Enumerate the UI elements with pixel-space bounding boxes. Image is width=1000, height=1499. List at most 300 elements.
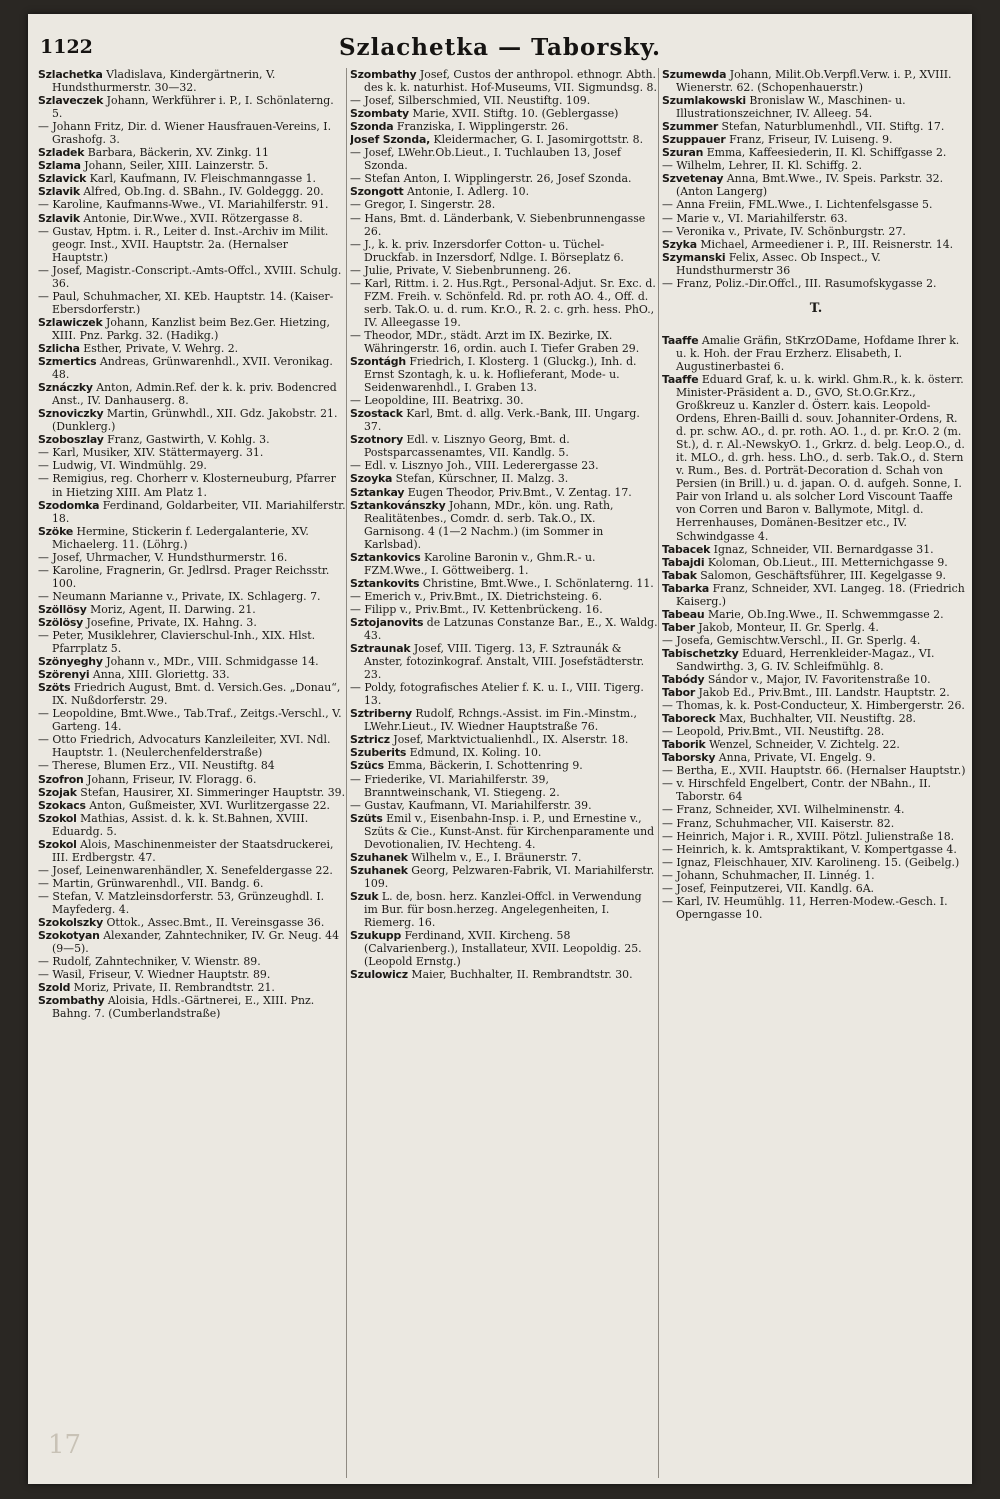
entry-surname: Sztankay bbox=[350, 485, 405, 499]
entry-surname: Szoboszlay bbox=[38, 433, 104, 447]
directory-entry bbox=[38, 185, 346, 198]
entry-surname: Szönyeghy bbox=[38, 655, 103, 669]
directory-entry bbox=[38, 446, 346, 459]
directory-entry bbox=[662, 172, 970, 198]
entry-details: — Paul, Schuhmacher, XI. KEb. Hauptstr. 14. (Kaiser-Ebersdorferstr.) bbox=[38, 289, 334, 316]
directory-entry bbox=[38, 172, 346, 185]
column-left bbox=[38, 68, 346, 1478]
directory-entry bbox=[662, 869, 970, 882]
entry-surname: Szummer bbox=[662, 120, 718, 134]
directory-entry bbox=[38, 564, 346, 590]
entry-details: Karl, Kaufmann, IV. Fleischmanngasse 1. bbox=[89, 172, 317, 186]
directory-entry bbox=[662, 582, 970, 608]
entry-surname: Szuppauer bbox=[662, 133, 726, 147]
directory-entry bbox=[38, 629, 346, 655]
directory-entry bbox=[38, 786, 346, 799]
entry-details: — Karl, Rittm. i. 2. Hus.Rgt., Personal-Adjut. Sr. Exc. d. FZM. Freih. v. Schönfeld. Rd. pr. roth AO. 4., Off. d. serb. Tak.O. u. d. rum. Kr.O., R. 2. c. grh. hess. PhO., IV. Alleegasse 19. bbox=[350, 276, 656, 329]
entry-details: Stefan, Naturblumenhdl., VII. Stiftg. 17. bbox=[721, 120, 945, 134]
directory-entry bbox=[350, 172, 658, 185]
entry-details: Johann, MDr., kön. ung. Rath, Realitätenbes., Comdr. d. serb. Tak.O., IX. Garnisong. 4 (1—2 Nachm.) (im Sommer in Karlsbad). bbox=[364, 498, 614, 551]
entry-details: — Therese, Blumen Erz., VII. Neustiftg. 84 bbox=[38, 759, 275, 773]
directory-entry bbox=[662, 712, 970, 725]
entry-details: — Gustav, Kaufmann, VI. Mariahilferstr. 39. bbox=[350, 798, 592, 812]
directory-entry bbox=[350, 707, 658, 733]
entry-surname: Szlavick bbox=[38, 172, 87, 186]
directory-entry bbox=[662, 830, 970, 843]
entry-details: Christine, Bmt.Wwe., I. Schönlaterng. 11. bbox=[422, 576, 654, 590]
entry-surname: Sztricz bbox=[350, 733, 390, 747]
entry-surname: Szodomka bbox=[38, 498, 100, 512]
entry-details: — Heinrich, Major i. R., XVIII. Pötzl. Julienstraße 18. bbox=[662, 829, 955, 843]
entry-details: Anna, XIII. Gloriettg. 33. bbox=[92, 668, 230, 682]
entry-details: Mathias, Assist. d. k. k. St.Bahnen, XVIII. Eduardg. 5. bbox=[52, 811, 309, 838]
directory-entry bbox=[662, 686, 970, 699]
entry-details: — Neumann Marianne v., Private, IX. Schlagerg. 7. bbox=[38, 589, 321, 603]
entry-surname: Szlaveczek bbox=[38, 94, 104, 108]
directory-entry bbox=[38, 799, 346, 812]
entry-surname: Taber bbox=[662, 620, 695, 634]
directory-entry bbox=[662, 225, 970, 238]
directory-entry bbox=[38, 407, 346, 433]
entry-surname: Tabarka bbox=[662, 581, 710, 595]
entry-surname: Szvetenay bbox=[662, 172, 724, 186]
entry-surname: Taborsky bbox=[662, 751, 716, 765]
entry-details: — Edl. v. Lisznyo Joh., VIII. Lederergasse 23. bbox=[350, 459, 599, 473]
directory-entry bbox=[38, 968, 346, 981]
entry-surname: Szukupp bbox=[350, 929, 402, 943]
entry-details: Moriz, Private, II. Rembrandtstr. 21. bbox=[73, 981, 275, 995]
directory-entry bbox=[38, 981, 346, 994]
entry-surname: Sztojanovits bbox=[350, 615, 424, 629]
entry-surname: Szombathy bbox=[350, 68, 417, 81]
directory-entry bbox=[662, 856, 970, 869]
entry-details: — Josefa, Gemischtw.Verschl., II. Gr. Sperlg. 4. bbox=[662, 633, 921, 647]
entry-surname: Szlachetka bbox=[38, 68, 103, 81]
entry-surname: Sznoviczky bbox=[38, 407, 104, 421]
directory-entry bbox=[350, 394, 658, 407]
directory-entry bbox=[350, 577, 658, 590]
directory-entry bbox=[350, 864, 658, 890]
entry-details: — Gregor, I. Singerstr. 28. bbox=[350, 198, 496, 212]
entry-details: — Stefan, V. Matzleinsdorferstr. 53, Grünzeughdl. I. Mayfederg. 4. bbox=[38, 889, 325, 916]
directory-entry bbox=[38, 316, 346, 342]
directory-entry bbox=[662, 133, 970, 146]
entry-surname: Tabor bbox=[662, 686, 696, 700]
directory-entry bbox=[662, 608, 970, 621]
entry-details: Hermine, Stickerin f. Ledergalanterie, XV. Michaelerg. 11. (Löhrg.) bbox=[52, 524, 309, 551]
entry-details: — Rudolf, Zahntechniker, V. Wienstr. 89. bbox=[38, 955, 261, 969]
entry-surname: Tabacek bbox=[662, 542, 711, 556]
directory-entry bbox=[350, 773, 658, 799]
entry-details: Michael, Armeediener i. P., III. Reisnerstr. 14. bbox=[700, 237, 954, 251]
entry-surname: Tabajdi bbox=[662, 555, 705, 569]
entry-details: Max, Buchhalter, VII. Neustiftg. 28. bbox=[718, 712, 917, 726]
directory-entry bbox=[662, 373, 970, 543]
directory-entry bbox=[350, 107, 658, 120]
directory-entry bbox=[38, 290, 346, 316]
directory-entry bbox=[38, 342, 346, 355]
directory-entry bbox=[662, 198, 970, 211]
entry-details: Stefan, Hausirer, XI. Simmeringer Hauptstr. 39. bbox=[80, 785, 346, 799]
directory-entry bbox=[662, 725, 970, 738]
entry-details: Johann, Seiler, XIII. Lainzerstr. 5. bbox=[84, 159, 269, 173]
entry-details: Barbara, Bäckerin, XV. Zinkg. 11 bbox=[87, 146, 269, 160]
entry-details: Sándor v., Major, IV. Favoritenstraße 10. bbox=[707, 673, 931, 687]
entry-surname: Szontágh bbox=[350, 355, 406, 369]
directory-entry bbox=[662, 777, 970, 803]
directory-entry bbox=[38, 916, 346, 929]
directory-entry bbox=[38, 355, 346, 381]
directory-entry bbox=[38, 994, 346, 1020]
entry-surname: Szostack bbox=[350, 407, 403, 421]
directory-entry bbox=[38, 381, 346, 407]
directory-entry bbox=[38, 890, 346, 916]
entry-details: Koloman, Ob.Lieut., III. Metternichgasse 9. bbox=[707, 555, 948, 569]
entry-details: Georg, Pelzwaren-Fabrik, VI. Mariahilferstr. 109. bbox=[364, 863, 655, 890]
entry-details: Karl, Bmt. d. allg. Verk.-Bank, III. Ungarg. 37. bbox=[364, 407, 640, 434]
entry-surname: Sztankovits bbox=[350, 576, 420, 590]
entry-details: — Karl, Musiker, XIV. Stättermayerg. 31. bbox=[38, 446, 264, 460]
entry-details: — Leopoldine, III. Beatrixg. 30. bbox=[350, 394, 524, 408]
entry-details: Jakob, Monteur, II. Gr. Sperlg. 4. bbox=[698, 620, 879, 634]
directory-entry bbox=[662, 699, 970, 712]
entry-details: Ferdinand, Goldarbeiter, VII. Mariahilferstr. 18. bbox=[52, 498, 346, 525]
directory-entry bbox=[38, 120, 346, 146]
entry-surname: Josef Szonda, bbox=[350, 133, 431, 147]
directory-entry bbox=[38, 707, 346, 733]
entry-surname: Sztraunak bbox=[350, 642, 411, 656]
column-right bbox=[658, 68, 970, 1478]
directory-entry bbox=[662, 543, 970, 556]
directory-entry bbox=[38, 525, 346, 551]
directory-entry bbox=[350, 459, 658, 472]
entry-details: — v. Hirschfeld Engelbert, Contr. der NBahn., II. Taborstr. 64 bbox=[662, 777, 932, 804]
directory-entry bbox=[662, 68, 970, 94]
entry-details: Emma, Bäckerin, I. Schottenring 9. bbox=[387, 759, 583, 773]
directory-entry bbox=[38, 681, 346, 707]
column-middle bbox=[346, 68, 658, 1478]
directory-entry bbox=[662, 882, 970, 895]
entry-details: Antonie, Dir.Wwe., XVII. Rötzergasse 8. bbox=[83, 211, 303, 225]
directory-entry bbox=[350, 746, 658, 759]
entry-details: — Peter, Musiklehrer, Clavierschul-Inh., XIX. Hlst. Pfarrplatz 5. bbox=[38, 629, 316, 656]
directory-entry bbox=[662, 764, 970, 777]
entry-surname: Tabischetzky bbox=[662, 646, 739, 660]
directory-entry bbox=[350, 486, 658, 499]
entry-details: — Ludwig, VI. Windmühlg. 29. bbox=[38, 459, 207, 473]
entry-details: — Anna Freiin, FML.Wwe., I. Lichtenfelsgasse 5. bbox=[662, 198, 933, 212]
directory-entry bbox=[350, 851, 658, 864]
directory-entry bbox=[38, 159, 346, 172]
directory-entry bbox=[38, 551, 346, 564]
entry-surname: Szonda bbox=[350, 120, 394, 134]
entry-details: — Filipp v., Priv.Bmt., IV. Kettenbrückeng. 16. bbox=[350, 602, 603, 616]
entry-details: — Karoline, Kaufmanns-Wwe., VI. Mariahilferstr. 91. bbox=[38, 198, 329, 212]
entry-details: — Leopoldine, Bmt.Wwe., Tab.Traf., Zeitgs.-Verschl., V. Garteng. 14. bbox=[38, 707, 342, 734]
directory-entry bbox=[662, 647, 970, 673]
entry-details: Maier, Buchhalter, II. Rembrandtstr. 30. bbox=[411, 968, 633, 982]
entry-details: — Martin, Grünwarenhdl., VII. Bandg. 6. bbox=[38, 876, 264, 890]
directory-entry bbox=[662, 621, 970, 634]
entry-details: Martin, Grünwhdl., XII. Gdz. Jakobstr. 21. (Dunklerg.) bbox=[52, 407, 338, 434]
entry-details: Emil v., Eisenbahn-Insp. i. P., und Ernestine v., Szüts & Cie., Kunst-Anst. für Kirchenparamente und Devotionalien, IV. Hechteng. 4. bbox=[364, 811, 655, 851]
entry-details: Moriz, Agent, II. Darwing. 21. bbox=[90, 602, 256, 616]
directory-entry bbox=[38, 733, 346, 759]
entry-surname: Szumewda bbox=[662, 68, 727, 81]
entry-details: Wenzel, Schneider, V. Zichtelg. 22. bbox=[709, 738, 900, 752]
entry-details: Ferdinand, XVII. Kircheng. 58 (Calvarienberg.), Installateur, XVII. Leopoldig. 25. (Leopold Ernstg.) bbox=[364, 929, 642, 969]
directory-entry bbox=[350, 264, 658, 277]
entry-details: Alexander, Zahntechniker, IV. Gr. Neug. 44 (9—5). bbox=[52, 929, 340, 956]
directory-entry bbox=[662, 556, 970, 569]
directory-entry bbox=[350, 642, 658, 681]
directory-entry bbox=[38, 94, 346, 120]
directory-entry bbox=[38, 655, 346, 668]
directory-entry bbox=[350, 185, 658, 198]
directory-entry bbox=[350, 355, 658, 394]
entry-surname: Taaffe bbox=[662, 372, 699, 386]
directory-entry bbox=[350, 198, 658, 211]
entry-details: Esther, Private, V. Wehrg. 2. bbox=[83, 341, 239, 355]
entry-surname: Szombaty bbox=[350, 107, 409, 121]
entry-surname: Szuhanek bbox=[350, 850, 408, 864]
entry-surname: Szoyka bbox=[350, 472, 393, 486]
entry-details: Franz, Schneider, XVI. Langeg. 18. (Friedrich Kaiserg.) bbox=[676, 581, 965, 608]
entry-details: Johann, Werkführer i. P., I. Schönlaterng. 5. bbox=[52, 94, 334, 121]
entry-surname: Sztankovics bbox=[350, 550, 421, 564]
entry-surname: Szokacs bbox=[38, 798, 86, 812]
directory-entry bbox=[350, 890, 658, 929]
entry-surname: Szölösy bbox=[38, 615, 84, 629]
entry-surname: Szokol bbox=[38, 837, 77, 851]
directory-entry bbox=[38, 929, 346, 955]
directory-entry bbox=[350, 120, 658, 133]
directory-entry bbox=[662, 843, 970, 856]
entry-details: Emma, Kaffeesiederin, II. Kl. Schiffgasse 2. bbox=[706, 146, 947, 160]
columns bbox=[38, 68, 970, 1478]
entry-surname: Szongott bbox=[350, 185, 404, 199]
directory-entry bbox=[662, 803, 970, 816]
directory-entry bbox=[350, 603, 658, 616]
directory-entry bbox=[662, 238, 970, 251]
entry-details: Wilhelm v., E., I. Bräunerstr. 7. bbox=[411, 850, 582, 864]
entry-details: Franz, Gastwirth, V. Kohlg. 3. bbox=[107, 433, 270, 447]
entry-surname: Szmertics bbox=[38, 355, 97, 369]
entry-details: Franziska, I. Wipplingerstr. 26. bbox=[396, 120, 569, 134]
entry-surname: Szuk bbox=[350, 889, 379, 903]
directory-entry bbox=[350, 499, 658, 551]
entry-details: Josefine, Private, IX. Hahng. 3. bbox=[86, 615, 257, 629]
entry-surname: Taborik bbox=[662, 738, 706, 752]
directory-entry bbox=[662, 895, 970, 921]
directory-entry bbox=[662, 146, 970, 159]
directory-entry bbox=[662, 634, 970, 647]
entry-details: — Josef, Feinputzerei, VII. Kandlg. 6A. bbox=[662, 881, 875, 895]
entry-details: Josef, Marktvictualienhdl., IX. Alserstr. 18. bbox=[393, 733, 629, 747]
entry-details: Johann v., MDr., VIII. Schmidgasse 14. bbox=[106, 655, 319, 669]
entry-details: Bronislaw W., Maschinen- u. Illustrationszeichner, IV. Alleeg. 54. bbox=[676, 94, 906, 121]
entry-surname: Tabak bbox=[662, 568, 697, 582]
entry-details: — Josef, Leinenwarenhändler, X. Senefeldergasse 22. bbox=[38, 863, 333, 877]
entry-details: Alfred, Ob.Ing. d. SBahn., IV. Goldeggg. 20. bbox=[83, 185, 324, 199]
entry-details: Jakob Ed., Priv.Bmt., III. Landstr. Hauptstr. 2. bbox=[698, 686, 950, 700]
directory-entry bbox=[38, 459, 346, 472]
entry-details: Eduard, Herrenkleider-Magaz., VI. Sandwirthg. 3, G. IV. Schleifmühlg. 8. bbox=[676, 646, 935, 673]
entry-details: — Heinrich, k. k. Amtspraktikant, V. Kompertgasse 4. bbox=[662, 842, 957, 856]
directory-entry bbox=[662, 159, 970, 172]
entry-surname: Szokotyan bbox=[38, 929, 100, 943]
directory-entry bbox=[350, 407, 658, 433]
entry-surname: Szojak bbox=[38, 785, 77, 799]
directory-entry bbox=[350, 472, 658, 485]
entry-surname: Szladek bbox=[38, 146, 85, 160]
entry-details: Josef, Custos der anthropol. ethnogr. Abth. des k. k. naturhist. Hof-Museums, VII. Sigmundsg. 8. bbox=[364, 68, 657, 95]
entry-details: Aloisia, Hdls.-Gärtnerei, E., XIII. Pnz. Bahng. 7. (Cumberlandstraße) bbox=[52, 994, 315, 1021]
directory-entry bbox=[38, 955, 346, 968]
entry-details: — Bertha, E., XVII. Hauptstr. 66. (Hernalser Hauptstr.) bbox=[662, 764, 966, 778]
entry-surname: Szold bbox=[38, 981, 71, 995]
entry-details: — Josef, Magistr.-Conscript.-Amts-Offcl., XVIII. Schulg. 36. bbox=[38, 263, 342, 290]
directory-entry bbox=[38, 603, 346, 616]
entry-details: — Stefan Anton, I. Wipplingerstr. 26, Josef Szonda. bbox=[350, 172, 632, 186]
entry-details: Friedrich August, Bmt. d. Versich.Ges. „Donau“, IX. Nußdorferstr. 29. bbox=[52, 681, 341, 708]
entry-surname: Taaffe bbox=[662, 333, 699, 347]
entry-details: — Julie, Private, V. Siebenbrunneng. 26. bbox=[350, 263, 572, 277]
directory-entry bbox=[350, 681, 658, 707]
entry-details: Edl. v. Lisznyo Georg, Bmt. d. Postsparcassenamtes, VII. Kandlg. 5. bbox=[364, 433, 570, 460]
entry-surname: Szlama bbox=[38, 159, 81, 173]
directory-entry bbox=[38, 590, 346, 603]
directory-entry bbox=[350, 329, 658, 355]
entry-surname: Szücs bbox=[350, 759, 384, 773]
entry-surname: Szokol bbox=[38, 811, 77, 825]
entry-details: — Gustav, Hptm. i. R., Leiter d. Inst.-Archiv im Milit. geogr. Inst., XVII. Hauptstr. 2a. (Hernalser Hauptstr.) bbox=[38, 224, 329, 264]
entry-details: Anna, Bmt.Wwe., IV. Speis. Parkstr. 32. (Anton Langerg) bbox=[676, 172, 944, 199]
entry-details: Johann, Friseur, IV. Floragg. 6. bbox=[87, 772, 257, 786]
entry-details: Johann, Milit.Ob.Verpfl.Verw. i. P., XVIII. Wienerstr. 62. (Schopenhauerstr.) bbox=[676, 68, 952, 95]
entry-details: Anton, Admin.Ref. der k. k. priv. Bodencred Anst., IV. Danhauserg. 8. bbox=[52, 381, 337, 408]
entry-details: — Ignaz, Fleischhauer, XIV. Karolineng. 15. (Geibelg.) bbox=[662, 855, 960, 869]
entry-surname: Tabódy bbox=[662, 673, 705, 687]
directory-entry bbox=[38, 68, 346, 94]
entry-details: — Franz, Schneider, XVI. Wilhelminenstr. 4. bbox=[662, 803, 905, 817]
directory-entry bbox=[38, 433, 346, 446]
entry-surname: Szyka bbox=[662, 237, 697, 251]
entry-details: — Theodor, MDr., städt. Arzt im IX. Bezirke, IX. Währingerstr. 16, ordin. auch I. Tiefer Graben 29. bbox=[350, 328, 640, 355]
directory-entry bbox=[662, 277, 970, 290]
entry-surname: Szymanski bbox=[662, 250, 726, 264]
directory-entry bbox=[662, 251, 970, 277]
entry-details: Andreas, Grünwarenhdl., XVII. Veronikag. 48. bbox=[52, 355, 333, 382]
entry-surname: Szombathy bbox=[38, 994, 105, 1008]
directory-entry bbox=[350, 733, 658, 746]
page-title: Szlachetka — Taborsky. bbox=[338, 34, 662, 61]
entry-surname: Szöts bbox=[38, 681, 71, 695]
page-footer-mark: 17 bbox=[48, 1430, 82, 1460]
entry-surname: Tabeau bbox=[662, 607, 705, 621]
directory-entry bbox=[350, 433, 658, 459]
entry-surname: Szöke bbox=[38, 524, 74, 538]
entry-surname: Szlicha bbox=[38, 341, 80, 355]
entry-surname: Szokolszky bbox=[38, 916, 103, 930]
page-header bbox=[28, 34, 972, 66]
directory-entry bbox=[350, 277, 658, 329]
entry-details: Franz, Friseur, IV. Luiseng. 9. bbox=[729, 133, 893, 147]
entry-details: — Remigius, reg. Chorherr v. Klosterneuburg, Pfarrer in Hietzing XIII. Am Platz 1. bbox=[38, 472, 336, 499]
directory-entry bbox=[350, 799, 658, 812]
entry-surname: Szlavik bbox=[38, 211, 80, 225]
directory-entry bbox=[38, 198, 346, 211]
entry-details: Ignaz, Schneider, VII. Bernardgasse 31. bbox=[713, 542, 934, 556]
entry-details: — Leopold, Priv.Bmt., VII. Neustiftg. 28. bbox=[662, 725, 885, 739]
entry-surname: Sztriberny bbox=[350, 707, 412, 721]
directory-entry bbox=[662, 738, 970, 751]
entry-details: — Karl, IV. Heumühlg. 11, Herren-Modew.-Gesch. I. Operngasse 10. bbox=[662, 894, 948, 921]
entry-details: Anna, Private, VI. Engelg. 9. bbox=[718, 751, 876, 765]
directory-entry bbox=[662, 212, 970, 225]
entry-details: — Emerich v., Priv.Bmt., IX. Dietrichsteing. 6. bbox=[350, 589, 603, 603]
entry-surname: Szlawiczek bbox=[38, 315, 103, 329]
entry-surname: Szotnory bbox=[350, 433, 403, 447]
entry-details: — Veronika v., Private, IV. Schönburgstr. 27. bbox=[662, 224, 906, 238]
directory-entry bbox=[38, 225, 346, 264]
entry-details: — Johann Fritz, Dir. d. Wiener Hausfrauen-Vereins, I. Grashofg. 3. bbox=[38, 120, 332, 147]
entry-surname: Sznáczky bbox=[38, 381, 93, 395]
entry-details: — Josef, LWehr.Ob.Lieut., I. Tuchlauben 13, Josef Szonda. bbox=[350, 146, 621, 173]
entry-details: — Friederike, VI. Mariahilferstr. 39, Branntweinschank, VI. Stiegeng. 2. bbox=[350, 772, 560, 799]
entry-details: Felix, Assec. Ob Inspect., V. Hundsthurmerstr 36 bbox=[676, 250, 881, 277]
directory-page bbox=[28, 14, 972, 1484]
directory-entry bbox=[38, 499, 346, 525]
directory-entry bbox=[350, 551, 658, 577]
entry-details: — Franz, Poliz.-Dir.Offcl., III. Rasumofskygasse 2. bbox=[662, 276, 937, 290]
directory-entry bbox=[350, 212, 658, 238]
directory-entry bbox=[350, 616, 658, 642]
directory-entry bbox=[350, 94, 658, 107]
entry-details: — Otto Friedrich, Advocaturs Kanzleileiter, XVI. Ndl. Hauptstr. 1. (Neulerchenfelderstraße) bbox=[38, 733, 331, 760]
directory-entry bbox=[38, 264, 346, 290]
entry-surname: Szuran bbox=[662, 146, 704, 160]
entry-details: — Poldy, fotografisches Atelier f. K. u. I., VIII. Tigerg. 13. bbox=[350, 681, 644, 708]
entry-surname: Sztankovánszky bbox=[350, 498, 446, 512]
entry-details: Stefan, Kürschner, II. Malzg. 3. bbox=[395, 472, 569, 486]
entry-details: Friedrich, I. Klosterg. 1 (Gluckg.), Inh. d. Ernst Szontagh, k. u. k. Hoflieferant, Mode- u. Seidenwarenhdl., I. Graben 13. bbox=[364, 355, 637, 395]
directory-entry bbox=[350, 238, 658, 264]
entry-details: — Thomas, k. k. Post-Conducteur, X. Himbergerstr. 26. bbox=[662, 699, 965, 713]
entry-surname: Taboreck bbox=[662, 712, 716, 726]
directory-entry bbox=[662, 120, 970, 133]
entry-details: Vladislava, Kindergärtnerin, V. Hundsthurmerstr. 30—32. bbox=[52, 68, 276, 95]
directory-entry bbox=[662, 569, 970, 582]
directory-entry bbox=[662, 751, 970, 764]
entry-details: Marie, XVII. Stiftg. 10. (Geblergasse) bbox=[412, 107, 619, 121]
entry-details: Karoline Baronin v., Ghm.R.- u. FZM.Wwe., I. Göttweiberg. 1. bbox=[364, 550, 596, 577]
entry-surname: Szuberits bbox=[350, 746, 407, 760]
entry-surname: Szörenyi bbox=[38, 668, 90, 682]
entry-details: — Josef, Silberschmied, VII. Neustiftg. 109. bbox=[350, 94, 591, 108]
entry-details: — Marie v., VI. Mariahilferstr. 63. bbox=[662, 211, 848, 225]
entry-details: — Hans, Bmt. d. Länderbank, V. Siebenbrunnengasse 26. bbox=[350, 211, 646, 238]
directory-entry bbox=[38, 759, 346, 772]
entry-details: Rudolf, Rchngs.-Assist. im Fin.-Minstm., LWehr.Lieut., IV. Wiedner Hauptstraße 76. bbox=[364, 707, 637, 734]
entry-details: Salomon, Geschäftsführer, III. Kegelgasse 9. bbox=[700, 568, 946, 582]
directory-entry bbox=[350, 590, 658, 603]
entry-surname: Szumlakowski bbox=[662, 94, 746, 108]
entry-surname: Szofron bbox=[38, 772, 84, 786]
entry-details: — Wasil, Friseur, V. Wiedner Hauptstr. 89. bbox=[38, 968, 271, 982]
entry-details: Edmund, IX. Koling. 10. bbox=[409, 746, 542, 760]
entry-details: — Franz, Schuhmacher, VII. Kaiserstr. 82. bbox=[662, 816, 895, 830]
